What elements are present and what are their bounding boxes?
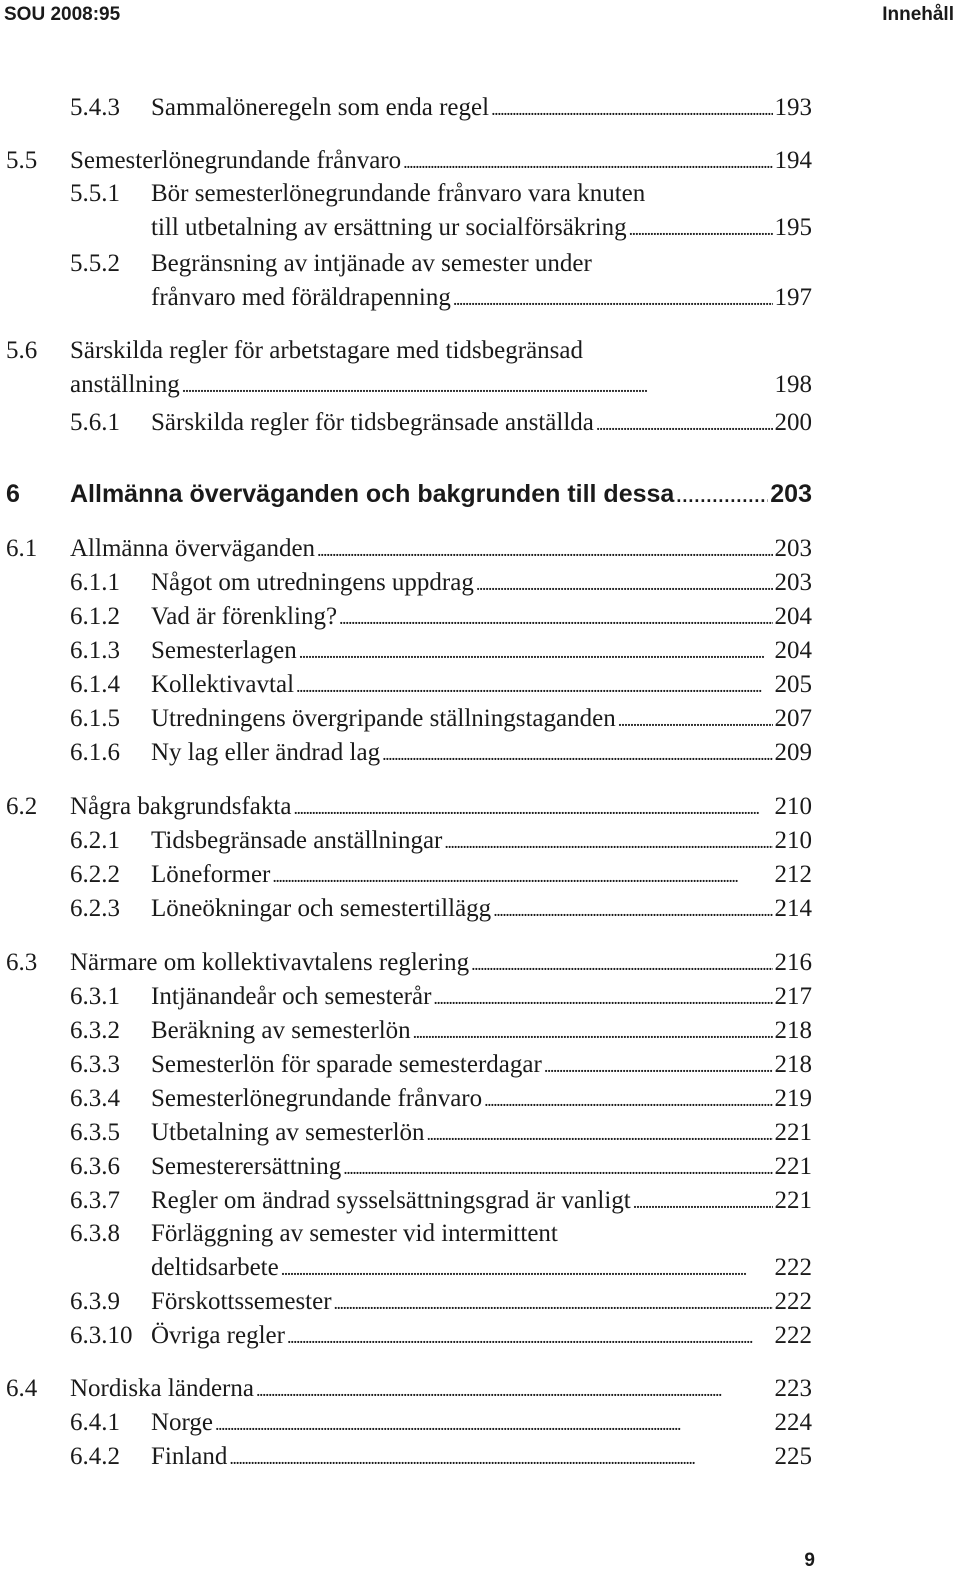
toc-entry-page[interactable]: 224 <box>774 1409 812 1436</box>
toc-entry-page[interactable]: 221 <box>774 1187 812 1214</box>
toc-entry-page[interactable]: 225 <box>774 1443 812 1470</box>
toc-entry-number: 6.3.4 <box>70 1085 120 1112</box>
toc-entry[interactable] <box>0 736 960 770</box>
toc-entry-page[interactable]: 198 <box>774 371 812 398</box>
toc-entry-page[interactable]: 209 <box>774 739 812 766</box>
toc-entry[interactable] <box>0 634 960 668</box>
toc-entry-page[interactable]: 210 <box>774 827 812 854</box>
toc-entry[interactable] <box>0 946 960 980</box>
toc-entry[interactable] <box>0 790 960 824</box>
toc-entry-page[interactable]: 195 <box>774 214 812 241</box>
toc-entry-title: Allmänna överväganden <box>70 535 316 562</box>
toc-entry[interactable] <box>0 566 960 600</box>
dot-leader <box>433 980 772 1015</box>
toc-entry-page[interactable]: 200 <box>774 409 812 436</box>
toc-entry-number: 5.5.2 <box>70 250 120 277</box>
toc-entry-number: 5.5 <box>6 147 38 174</box>
dot-leader <box>629 211 773 246</box>
page-number: 9 <box>804 1550 815 1571</box>
toc-entry-page[interactable]: 221 <box>774 1153 812 1180</box>
toc-entry-number: 6.1.4 <box>70 671 120 698</box>
toc-entry[interactable] <box>0 1150 960 1184</box>
dot-leader <box>215 1406 772 1441</box>
toc-entry-number: 6.3.6 <box>70 1153 120 1180</box>
toc-entry-number: 6.3.8 <box>70 1220 120 1247</box>
toc-entry-page[interactable]: 207 <box>774 705 812 732</box>
toc-entry-number: 5.4.3 <box>70 94 120 121</box>
toc-entry-number: 6.1 <box>6 535 38 562</box>
toc-entry-number: 6.1.3 <box>70 637 120 664</box>
toc-entry-number: 6.4.2 <box>70 1443 120 1470</box>
toc-entry-number: 6.1.1 <box>70 569 120 596</box>
toc-entry[interactable] <box>0 1048 960 1082</box>
toc-entry[interactable] <box>0 211 960 245</box>
toc-entry-page[interactable]: 203 <box>770 480 812 508</box>
toc-entry-page[interactable]: 205 <box>774 671 812 698</box>
toc-entry-title: Norge <box>151 1409 214 1436</box>
toc-entry[interactable] <box>0 1319 960 1353</box>
running-header-right: Innehåll <box>882 4 954 25</box>
dot-leader <box>544 1048 773 1083</box>
toc-entry-number: 6.2 <box>6 793 38 820</box>
toc-entry-title: Särskilda regler för arbetstagare med tidsbegränsad <box>70 337 583 364</box>
toc-entry-number: 6.3.9 <box>70 1288 120 1315</box>
toc-entry-title: Ny lag eller ändrad lag <box>151 739 381 766</box>
toc-entry-number: 6.3.10 <box>70 1322 133 1349</box>
toc-entry-number: 6.1.5 <box>70 705 120 732</box>
toc-entry-page[interactable]: 222 <box>774 1254 812 1281</box>
toc-entry-number: 5.6.1 <box>70 409 120 436</box>
toc-entry-title: Beräkning av semesterlön <box>151 1017 411 1044</box>
dot-leader <box>633 1184 773 1219</box>
dot-leader <box>229 1440 772 1475</box>
toc-entry-title: Sammalöneregeln som enda regel <box>151 94 490 121</box>
toc-entry-page[interactable]: 197 <box>774 284 812 311</box>
toc-entry-title: Semesterlön för sparade semesterdagar <box>151 1051 542 1078</box>
toc-entry-page[interactable]: 212 <box>774 861 812 888</box>
toc-entry-title: Nordiska länderna <box>70 1375 254 1402</box>
toc-entry-number: 6.3.2 <box>70 1017 120 1044</box>
toc-entry-title: Tidsbegränsade anställningar <box>151 827 443 854</box>
toc-entry-title: till utbetalning av ersättning ur socialförsäkring <box>151 214 627 241</box>
toc-entry-page[interactable]: 204 <box>774 637 812 664</box>
dot-leader <box>471 946 772 981</box>
toc-entry-number: 6.3.7 <box>70 1187 120 1214</box>
toc-entry-page[interactable]: 221 <box>774 1119 812 1146</box>
toc-entry[interactable] <box>0 177 960 211</box>
toc-entry-number: 6.2.2 <box>70 861 120 888</box>
dot-leader <box>618 702 773 737</box>
dot-leader <box>317 532 772 567</box>
toc-entry-title: Bör semesterlönegrundande frånvaro vara knuten <box>151 180 646 207</box>
toc-entry-title: Något om utredningens uppdrag <box>151 569 474 596</box>
toc-entry-number: 6.3.3 <box>70 1051 120 1078</box>
toc-entry-title: Semesterlönegrundande frånvaro <box>70 147 402 174</box>
toc-entry[interactable] <box>0 144 960 178</box>
dot-leader <box>339 600 772 635</box>
toc-entry[interactable] <box>0 1251 960 1285</box>
toc-entry-page[interactable]: 204 <box>774 603 812 630</box>
toc-entry[interactable] <box>0 1116 960 1150</box>
toc-entry-number: 6 <box>6 480 20 508</box>
toc-entry-page[interactable]: 219 <box>774 1085 812 1112</box>
toc-entry[interactable] <box>0 1440 960 1474</box>
toc-entry[interactable] <box>0 477 960 511</box>
toc-entry-page[interactable]: 223 <box>774 1375 812 1402</box>
dot-leader <box>476 566 773 601</box>
toc-entry-title: Allmänna överväganden och bakgrunden till dessa <box>70 480 675 508</box>
toc-entry-title: Kollektivavtal <box>151 671 295 698</box>
toc-entry-page[interactable]: 210 <box>774 793 812 820</box>
toc-entry[interactable] <box>0 1184 960 1218</box>
dot-leader <box>491 91 772 126</box>
toc-entry-title: Regler om ändrad sysselsättningsgrad är vanligt <box>151 1187 631 1214</box>
toc-entry-page[interactable]: 214 <box>774 895 812 922</box>
toc-entry[interactable] <box>0 668 960 702</box>
toc-entry-title: Utredningens övergripande ställningstaganden <box>151 705 616 732</box>
dot-leader <box>427 1116 773 1151</box>
dot-leader <box>343 1150 772 1185</box>
dot-leader <box>453 281 773 316</box>
toc-entry-number: 6.3.1 <box>70 983 120 1010</box>
toc-entry-title: Förskottssemester <box>151 1288 332 1315</box>
dot-leader <box>334 1285 773 1320</box>
toc-entry-page[interactable]: 203 <box>774 535 812 562</box>
toc-entry-page[interactable]: 217 <box>774 983 812 1010</box>
dot-leader <box>256 1372 773 1407</box>
toc-entry-title: Semesterersättning <box>151 1153 342 1180</box>
toc-entry[interactable] <box>0 281 960 315</box>
dot-leader <box>676 477 768 513</box>
toc-entry-number: 5.6 <box>6 337 38 364</box>
dot-leader <box>484 1082 772 1117</box>
toc-entry-title: Semesterlönegrundande frånvaro <box>151 1085 483 1112</box>
toc-entry-number: 6.3 <box>6 949 38 976</box>
toc-entry-page[interactable]: 222 <box>774 1322 812 1349</box>
toc-entry-title: Begränsning av intjänade av semester under <box>151 250 592 277</box>
toc-entry-title: deltidsarbete <box>151 1254 279 1281</box>
toc-entry-title: anställning <box>70 371 180 398</box>
dot-leader <box>413 1014 773 1049</box>
toc-entry-number: 6.3.5 <box>70 1119 120 1146</box>
toc-entry[interactable] <box>0 532 960 566</box>
toc-entry-title: Löneformer <box>151 861 271 888</box>
toc-entry[interactable] <box>0 1372 960 1406</box>
toc-entry-number: 5.5.1 <box>70 180 120 207</box>
toc-entry[interactable] <box>0 334 960 368</box>
toc-entry[interactable] <box>0 1285 960 1319</box>
dot-leader <box>182 368 773 403</box>
dot-leader <box>299 634 773 669</box>
toc-entry-number: 6.4 <box>6 1375 38 1402</box>
toc-entry[interactable] <box>0 1406 960 1440</box>
toc-entry-title: Utbetalning av semesterlön <box>151 1119 425 1146</box>
toc-entry[interactable] <box>0 406 960 440</box>
toc-entry[interactable] <box>0 1217 960 1251</box>
toc-entry[interactable] <box>0 824 960 858</box>
toc-entry-title: Vad är förenkling? <box>151 603 338 630</box>
dot-leader <box>296 668 772 703</box>
toc-entry[interactable] <box>0 600 960 634</box>
running-header-left: SOU 2008:95 <box>4 4 121 25</box>
dot-leader <box>493 892 772 927</box>
toc-entry-title: Närmare om kollektivavtalens reglering <box>70 949 470 976</box>
toc-entry[interactable] <box>0 368 960 402</box>
toc-entry-title: Löneökningar och semestertillägg <box>151 895 492 922</box>
dot-leader <box>287 1319 773 1354</box>
toc-entry[interactable] <box>0 91 960 125</box>
toc-entry[interactable] <box>0 1014 960 1048</box>
dot-leader <box>403 144 772 179</box>
toc-entry-page[interactable]: 193 <box>774 94 812 121</box>
toc-entry[interactable] <box>0 247 960 281</box>
toc-entry-number: 6.1.2 <box>70 603 120 630</box>
toc-entry-page[interactable]: 218 <box>774 1051 812 1078</box>
toc-entry-title: frånvaro med föräldrapenning <box>151 284 451 311</box>
toc-entry-page[interactable]: 194 <box>774 147 812 174</box>
toc-entry-title: Förläggning av semester vid intermittent <box>151 1220 558 1247</box>
toc-entry-number: 6.4.1 <box>70 1409 120 1436</box>
toc-entry-title: Semesterlagen <box>151 637 297 664</box>
dot-leader <box>293 790 772 825</box>
toc-entry-number: 6.1.6 <box>70 739 120 766</box>
toc-entry-page[interactable]: 216 <box>774 949 812 976</box>
dot-leader <box>382 736 772 771</box>
toc-entry-title: Några bakgrundsfakta <box>70 793 292 820</box>
toc-entry[interactable] <box>0 1082 960 1116</box>
toc-entry-number: 6.2.1 <box>70 827 120 854</box>
dot-leader <box>596 406 773 441</box>
toc-entry-page[interactable]: 222 <box>774 1288 812 1315</box>
dot-leader <box>272 858 772 893</box>
toc-entry-page[interactable]: 203 <box>774 569 812 596</box>
toc-entry-number: 6.2.3 <box>70 895 120 922</box>
dot-leader <box>444 824 772 859</box>
toc-entry[interactable] <box>0 702 960 736</box>
toc-entry[interactable] <box>0 892 960 926</box>
toc-entry-title: Särskilda regler för tidsbegränsade anställda <box>151 409 594 436</box>
toc-entry-title: Intjänandeår och semesterår <box>151 983 432 1010</box>
toc-entry-title: Övriga regler <box>151 1322 285 1349</box>
toc-entry[interactable] <box>0 858 960 892</box>
toc-entry-page[interactable]: 218 <box>774 1017 812 1044</box>
toc-entry-title: Finland <box>151 1443 228 1470</box>
toc-entry[interactable] <box>0 980 960 1014</box>
dot-leader <box>281 1251 773 1286</box>
